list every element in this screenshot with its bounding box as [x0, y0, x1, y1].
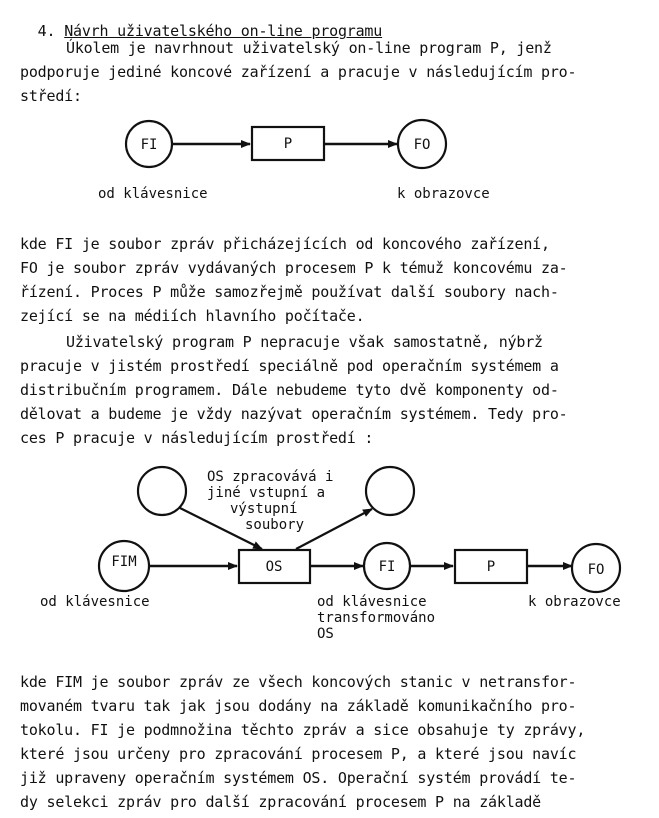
input-file-circle	[138, 467, 186, 515]
label-to-screen: k obrazovce	[397, 186, 490, 202]
label-to-screen-2: k obrazovce	[528, 594, 621, 610]
para3-line-2: pracuje v jistém prostředí speciálně pod operačním systémem a	[20, 357, 559, 375]
label-transformed-line-3: OS	[317, 626, 334, 642]
node-fi-2	[364, 543, 410, 589]
para3-line-1: Uživatelský program P nepracuje však samostatně, nýbrž	[66, 333, 543, 351]
label-transformed-line-2: transformováno	[317, 610, 436, 626]
para4-line-4: které jsou určeny pro zpracování procesem P, a které jsou navíc	[20, 745, 577, 763]
para4-line-3: tokolu. FI je podmnožina těchto zpráv a sice obsahuje ty zprávy,	[20, 721, 586, 739]
node-fim	[99, 541, 149, 591]
diagram-environment	[40, 467, 621, 642]
para3-line-5: ces P pracuje v následujícím prostředí :	[20, 429, 374, 447]
intro-line-2: podporuje jediné koncové zařízení a pracuje v následujícím pro-	[20, 63, 577, 81]
section-title: Návrh uživatelského on-line programu	[64, 22, 383, 40]
para4-line-6: dy selekci zpráv pro další zpracování procesem P na základě	[20, 793, 542, 811]
node-fo-label: FO	[413, 137, 431, 153]
label-from-keyboard-2: od klávesnice	[40, 594, 150, 610]
node-fo	[398, 120, 446, 168]
para2-line-2: FO je soubor zpráv vydávaných procesem P k témuž koncovému za-	[20, 259, 568, 277]
node-os-label: OS	[265, 559, 283, 575]
intro-line-1: Úkolem je navrhnout uživatelský on-line program P, jenž	[66, 39, 552, 57]
para2-line-3: řízení. Proces P může samozřejmě používat další soubory nach-	[20, 283, 559, 301]
para4-line-5: již upraveny operačním systémem OS. Operační systém provádí te-	[20, 769, 577, 787]
para4-line-1: kde FIM je soubor zpráv ze všech koncových stanic v netransfor-	[20, 673, 577, 691]
arrow-os-output	[296, 509, 372, 549]
output-file-circle	[366, 467, 414, 515]
label-from-keyboard: od klávesnice	[98, 186, 208, 202]
node-p-label: P	[283, 136, 293, 152]
section-number: 4.	[37, 22, 56, 40]
para3-line-3: distribučním programem. Dále nebudeme tyto dvě komponenty od-	[20, 381, 559, 399]
label-transformed-line-1: od klávesnice	[317, 594, 427, 610]
os-annotation-line-3: výstupní	[230, 501, 298, 517]
node-os	[239, 550, 310, 583]
os-annotation-line-4: soubory	[245, 517, 305, 533]
node-fo-2-label: FO	[587, 562, 605, 578]
node-fi-label: FI	[140, 137, 158, 153]
para4-line-2: movaném tvaru tak jak jsou dodány na základě komunikačního pro-	[20, 697, 577, 715]
node-p-2	[455, 550, 527, 583]
para2-line-1: kde FI je soubor zpráv přicházejících od koncového zařízení,	[20, 235, 550, 253]
node-p-2-label: P	[486, 559, 496, 575]
node-fi-2-label: FI	[378, 559, 396, 575]
para3-line-4: dělovat a budeme je vždy nazývat operačním systémem. Tedy pro-	[20, 405, 568, 423]
node-fo-2	[572, 544, 620, 592]
os-annotation-line-2: jiné vstupní a	[207, 485, 326, 501]
para2-line-4: zející se na médiích hlavního počítače.	[20, 307, 365, 325]
intro-line-3: středí:	[20, 87, 82, 105]
node-p	[252, 127, 324, 160]
node-fi	[126, 121, 172, 167]
node-fim-label: FIM	[111, 554, 137, 570]
os-annotation-line-1: OS zpracovává i	[207, 469, 334, 485]
